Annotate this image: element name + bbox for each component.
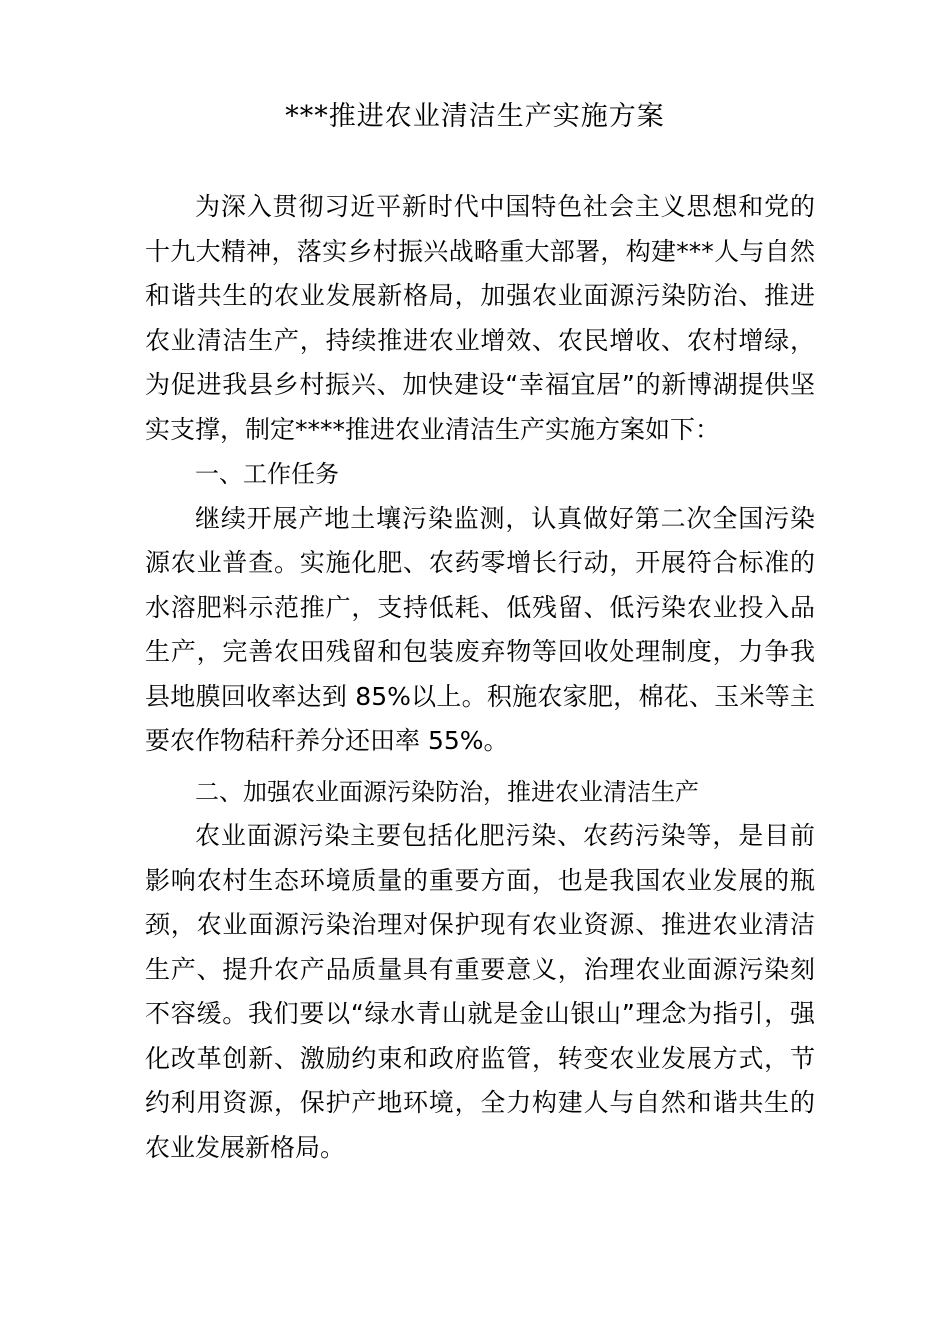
section-2-paragraph: 农业面源污染主要包括化肥污染、农药污染等，是目前影响农村生态环境质量的重要方面，也是我国农业发展的瓶颈，农业面源污染治理对保护现有农业资源、推进农业清洁生产、提升农产品质量具有重要意义，治理农业面源污染刻不容缓。我们要以“绿水青山就是金山银山”理念为指引，强化改革创新、激励约束和政府监管，转变农业发展方式，节约利用资源，保护产地环境，全力构建人与自然和谐共生的农业发展新格局。 — [145, 821, 815, 1162]
section-2-heading: 二、加强农业面源污染防治，推进农业清洁生产 — [195, 777, 699, 806]
section-1-heading: 一、工作任务 — [195, 460, 339, 488]
intro-paragraph: 为深入贯彻习近平新时代中国特色社会主义思想和党的十九大精神，落实乡村振兴战略重大部署，构建***人与自然和谐共生的农业发展新格局，加强农业面源污染防治、推进农业清洁生产，持续推进农业增效、农民增收、农村增绿，为促进我县乡村振兴、加快建设“幸福宜居”的新博湖提供坚实支撑，制定****推进农业清洁生产实施方案如下： — [145, 192, 815, 444]
section-1-paragraph: 继续开展产地土壤污染监测，认真做好第二次全国污染源农业普查。实施化肥、农药零增长行动，开展符合标准的水溶肥料示范推广，支持低耗、低残留、低污染农业投入品生产，完善农田残留和包装废弃物等回收处理制度，力争我县地膜回收率达到 85%以上。积施农家肥，棉花、玉米等主要农作物秸秆养分还田率 55%。 — [145, 503, 815, 755]
document-body — [145, 185, 815, 1170]
document-title: ***推进农业清洁生产实施方案 — [285, 101, 665, 132]
